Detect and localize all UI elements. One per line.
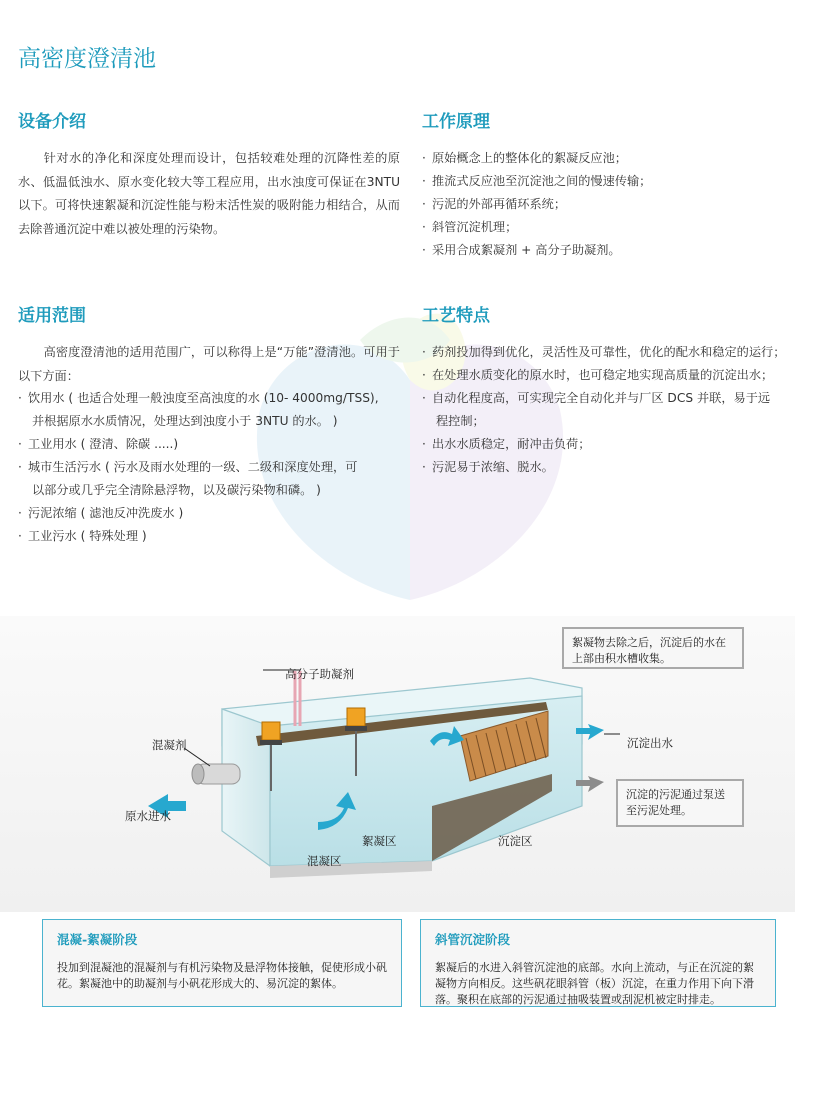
list-item: · 自动化程度高，可实现完全自动化并与厂区 DCS 并联，易于远 程控制；	[422, 387, 807, 433]
list-item: · 污泥易于浓缩、脱水。	[422, 456, 807, 479]
bullet-dot: ·	[18, 437, 22, 451]
label-raw-water-in: 原水进水	[125, 809, 171, 823]
list-item: · 推流式反应池至沉淀池之间的慢速传输；	[422, 170, 802, 193]
bullet-dot: ·	[18, 460, 22, 474]
scope-list	[18, 387, 413, 548]
bullet-dot: ·	[422, 151, 426, 165]
bullet-dot: ·	[422, 243, 426, 257]
stage-coagulation-flocculation	[42, 919, 402, 1007]
features-heading: 工艺特点	[422, 306, 490, 326]
list-item: · 污泥的外部再循环系统；	[422, 193, 802, 216]
scope-intro: 高密度澄清池的适用范围广，可以称得上是“万能”澄清池。可用于以下方面：	[18, 345, 400, 383]
list-item: · 在处理水质变化的原水时，也可稳定地实现高质量的沉淀出水；	[422, 364, 807, 387]
bullet-dot: ·	[18, 391, 22, 405]
stage-title: 混凝-絮凝阶段	[57, 932, 138, 947]
stage-title: 斜管沉淀阶段	[435, 932, 511, 947]
stage-text: 絮凝后的水进入斜管沉淀池的底部。水向上流动，与正在沉淀的絮凝物方向相反。这些矾花眼斜管（板）沉淀，在重力作用下向下滑落。聚积在底部的污泥通过抽吸装置或刮泥机被定时排走。	[435, 961, 754, 1006]
stage-text: 投加到混凝池的混凝剂与有机污染物及悬浮物体接触，促使形成小矾花。絮凝池中的助凝剂与小矾花形成大的、易沉淀的絮体。	[57, 961, 387, 990]
label-polymer: 高分子助凝剂	[285, 667, 354, 681]
label-coagulation-zone: 混凝区	[307, 854, 342, 868]
bullet-dot: ·	[422, 220, 426, 234]
scope-heading: 适用范围	[18, 306, 86, 326]
bullet-dot: ·	[422, 460, 426, 474]
list-item: · 原始概念上的整体化的絮凝反应池；	[422, 147, 802, 170]
list-item: · 出水水质稳定，耐冲击负荷；	[422, 433, 807, 456]
stage-inclined-tube-settling	[420, 919, 776, 1007]
label-flocculation-zone: 絮凝区	[362, 834, 397, 848]
bullet-dot: ·	[18, 506, 22, 520]
list-item: · 斜管沉淀机理；	[422, 216, 802, 239]
list-item: · 采用合成絮凝剂 + 高分子助凝剂。	[422, 239, 802, 262]
label-coagulant: 混凝剂	[152, 738, 187, 752]
features-list	[422, 341, 807, 479]
bullet-dot: ·	[422, 391, 426, 405]
principle-list	[422, 147, 802, 262]
bullet-dot: ·	[422, 174, 426, 188]
callout-top: 絮凝物去除之后，沉淀后的水在上部由积水槽收集。	[562, 627, 744, 669]
intro-paragraph: 针对水的净化和深度处理而设计，包括较难处理的沉降性差的原水、低温低浊水、原水变化较大等工程应用，出水浊度可保证在3NTU 以下。可将快速絮凝和沉淀性能与粉末活性炭的吸附能力相结合，从而去除普通沉淀中难以被处理的污染物。	[18, 151, 400, 236]
page-title: 高密度澄清池	[18, 46, 156, 72]
list-item: · 污泥浓缩 ( 滤池反冲洗废水 )	[18, 502, 413, 525]
bullet-dot: ·	[422, 197, 426, 211]
bullet-dot: ·	[18, 529, 22, 543]
callout-right: 沉淀的污泥通过泵送至污泥处理。	[616, 779, 744, 827]
list-item: · 工业用水 ( 澄清、除碳 .....)	[18, 433, 413, 456]
bullet-dot: ·	[422, 368, 426, 382]
list-item: · 工业污水 ( 特殊处理 )	[18, 525, 413, 548]
intro-heading: 设备介绍	[18, 112, 86, 132]
list-item: · 药剂投加得到优化，灵活性及可靠性，优化的配水和稳定的运行；	[422, 341, 807, 364]
label-settled-outflow: 沉淀出水	[627, 736, 673, 750]
list-item: · 饮用水 ( 也适合处理一般浊度至高浊度的水 (10- 4000mg/TSS), 并根据原水水质情况，处理达到浊度小于 3NTU 的水。 )	[18, 387, 413, 433]
bullet-dot: ·	[422, 345, 426, 359]
list-item: · 城市生活污水 ( 污水及雨水处理的一级、二级和深度处理，可 以部分或几乎完全清除悬浮物，以及碳污染物和磷。 )	[18, 456, 413, 502]
label-settling-zone: 沉淀区	[498, 834, 533, 848]
bullet-dot: ·	[422, 437, 426, 451]
principle-heading: 工作原理	[422, 112, 490, 132]
